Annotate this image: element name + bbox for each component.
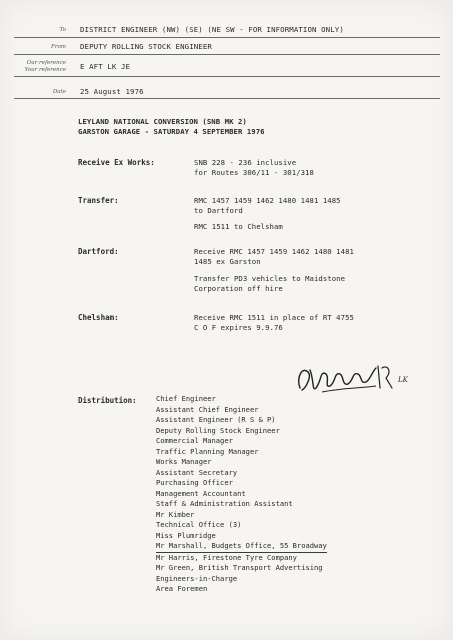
header-divider: [14, 37, 440, 38]
list-item: Works Manager: [156, 457, 212, 466]
distribution-label: Distribution:: [78, 396, 137, 405]
dartford-line-3: Transfer PD3 vehicles to Maidstone: [194, 274, 346, 283]
dartford-line-2: 1485 ex Garston: [194, 257, 261, 266]
from-value: DEPUTY ROLLING STOCK ENGINEER: [80, 42, 212, 51]
header-divider: [14, 76, 440, 77]
list-item: Mr Kimber: [156, 509, 195, 519]
signature-initials: LK: [398, 376, 408, 384]
to-value: DISTRICT ENGINEER (NW) (SE) (NE SW - FOR INFORMATION ONLY): [80, 25, 344, 34]
list-item: Staff & Administration Assistant: [156, 499, 293, 508]
our-reference-label: Our reference: [26, 60, 66, 66]
reference-value: E AFT LK JE: [80, 62, 131, 71]
list-item: Assistant Secretary: [156, 467, 238, 477]
handwritten-signature: [292, 358, 404, 398]
to-label: To: [59, 27, 66, 33]
distribution-list: [156, 394, 327, 595]
receive-line-2: for Routes 306/11 - 301/318: [194, 168, 314, 177]
transfer-label: Transfer:: [78, 196, 119, 205]
list-item: Commercial Manager: [156, 436, 233, 445]
dartford-line-4: Corporation off hire: [194, 284, 283, 293]
list-item: Chief Engineer: [156, 394, 216, 403]
title-line-2: GARSTON GARAGE - SATURDAY 4 SEPTEMBER 1976: [78, 127, 265, 136]
list-item: Area Foremen: [156, 584, 208, 593]
title-line-1: LEYLAND NATIONAL CONVERSION (SNB MK 2): [78, 117, 247, 126]
transfer-line-2: to Dartford: [194, 206, 243, 215]
transfer-line-3: RMC 1511 to Chelsham: [194, 222, 283, 231]
list-item: Technical Office (3): [156, 520, 242, 529]
list-item: Mr Marshall, Budgets Office, 55 Broadway: [156, 541, 327, 553]
dartford-label: Dartford:: [78, 247, 119, 256]
chelsham-label: Chelsham:: [78, 313, 119, 322]
list-item: Assistant Engineer (R S & P): [156, 415, 276, 424]
dartford-line-1: Receive RMC 1457 1459 1462 1480 1481: [194, 247, 354, 256]
chelsham-line-1: Receive RMC 1511 in place of RT 4755: [194, 313, 354, 322]
from-label: From: [51, 44, 66, 50]
list-item: Management Accountant: [156, 488, 246, 498]
transfer-line-1: RMC 1457 1459 1462 1480 1481 1485: [194, 196, 341, 205]
list-item: Purchasing Officer: [156, 478, 233, 487]
list-item: Mr Green, British Transport Advertising: [156, 563, 323, 572]
chelsham-line-2: C O F expires 9.9.76: [194, 323, 283, 332]
list-item: Mr Harris, Firestone Tyre Company: [156, 552, 297, 562]
date-value: 25 August 1976: [80, 87, 144, 96]
date-label: Date: [52, 89, 66, 95]
receive-line-1: SNB 228 - 236 inclusive: [194, 158, 297, 167]
receive-label: Receive Ex Works:: [78, 158, 155, 167]
list-item: Deputy Rolling Stock Engineer: [156, 425, 280, 435]
list-item: Traffic Planning Manager: [156, 446, 259, 456]
list-item: Engineers-in-Charge: [156, 573, 238, 583]
header-divider: [14, 54, 440, 55]
list-item: Assistant Chief Engineer: [156, 404, 259, 414]
list-item: Miss Plumridge: [156, 530, 216, 540]
your-reference-label: Your reference: [24, 67, 66, 73]
header-divider: [14, 98, 440, 99]
